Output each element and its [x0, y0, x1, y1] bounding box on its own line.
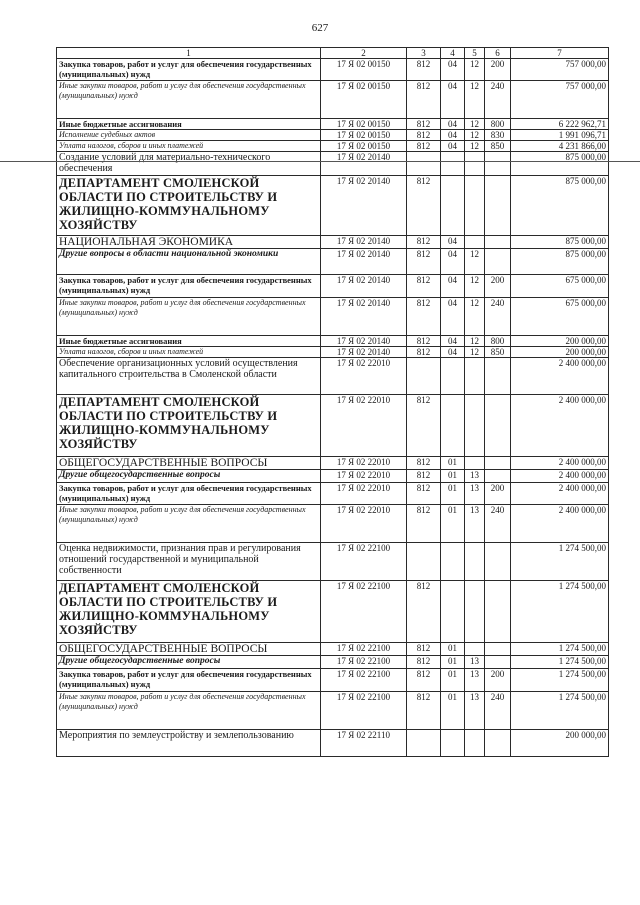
section-code-cell: 01: [441, 470, 465, 483]
ministry-code-cell: 812: [407, 236, 441, 249]
row-name-cell: ОБЩЕГОСУДАРСТВЕННЫЕ ВОПРОСЫ: [57, 643, 321, 656]
target-code-cell: 17 Я 02 22010: [321, 505, 407, 543]
target-code-cell: 17 Я 02 22100: [321, 581, 407, 643]
ministry-code-cell: 812: [407, 395, 441, 457]
ministry-code-cell: [407, 152, 441, 176]
ministry-code-cell: 812: [407, 581, 441, 643]
section-code-cell: 04: [441, 141, 465, 152]
table-row: [57, 730, 609, 757]
ministry-code-cell: 812: [407, 81, 441, 119]
expense-type-cell: [485, 152, 511, 176]
section-code-cell: 01: [441, 692, 465, 730]
row-name-cell: ДЕПАРТАМЕНТ СМОЛЕНСКОЙ ОБЛАСТИ ПО СТРОИТЕЛЬСТВУ И ЖИЛИЩНО-КОММУНАЛЬНОМУ ХОЗЯЙСТВУ: [57, 581, 321, 643]
expense-type-cell: 830: [485, 130, 511, 141]
amount-cell: 875 000,00: [511, 152, 609, 176]
target-code-cell: 17 Я 02 20140: [321, 347, 407, 358]
expense-type-cell: [485, 358, 511, 395]
row-name-cell: Закупка товаров, работ и услуг для обеспечения государственных (муниципальных) нужд: [57, 59, 321, 81]
row-name-cell: Иные закупки товаров, работ и услуг для обеспечения государственных (муниципальных) нужд: [57, 505, 321, 543]
table-row: [57, 141, 609, 152]
section-code-cell: [441, 395, 465, 457]
subsection-code-cell: [465, 176, 485, 236]
expense-type-cell: [485, 543, 511, 581]
column-header: 2: [321, 48, 407, 59]
ministry-code-cell: 812: [407, 141, 441, 152]
subsection-code-cell: [465, 581, 485, 643]
target-code-cell: 17 Я 02 20140: [321, 152, 407, 176]
table-row: [57, 505, 609, 543]
subsection-code-cell: 12: [465, 59, 485, 81]
table-row: [57, 358, 609, 395]
row-name-cell: Иные бюджетные ассигнования: [57, 119, 321, 130]
amount-cell: 2 400 000,00: [511, 358, 609, 395]
row-name-cell: Создание условий для материально-технического обеспечения: [57, 152, 321, 176]
amount-cell: 200 000,00: [511, 336, 609, 347]
expense-type-cell: 200: [485, 483, 511, 505]
expense-type-cell: [485, 236, 511, 249]
ministry-code-cell: 812: [407, 692, 441, 730]
expense-type-cell: [485, 470, 511, 483]
table-row: [57, 483, 609, 505]
target-code-cell: 17 Я 02 22100: [321, 643, 407, 656]
ministry-code-cell: 812: [407, 59, 441, 81]
expense-type-cell: 850: [485, 141, 511, 152]
stray-scan-line: [0, 161, 640, 162]
expense-type-cell: 240: [485, 81, 511, 119]
row-name-cell: Другие общегосударственные вопросы: [57, 656, 321, 669]
section-code-cell: 04: [441, 119, 465, 130]
ministry-code-cell: 812: [407, 249, 441, 275]
row-name-cell: Оценка недвижимости, признания прав и регулирования отношений государственной и муниципальной собственности: [57, 543, 321, 581]
expense-type-cell: [485, 395, 511, 457]
expense-type-cell: 200: [485, 59, 511, 81]
row-name-cell: ДЕПАРТАМЕНТ СМОЛЕНСКОЙ ОБЛАСТИ ПО СТРОИТЕЛЬСТВУ И ЖИЛИЩНО-КОММУНАЛЬНОМУ ХОЗЯЙСТВУ: [57, 395, 321, 457]
target-code-cell: 17 Я 02 20140: [321, 236, 407, 249]
ministry-code-cell: 812: [407, 298, 441, 336]
target-code-cell: 17 Я 02 22010: [321, 483, 407, 505]
table-row: [57, 249, 609, 275]
amount-cell: 757 000,00: [511, 81, 609, 119]
section-code-cell: [441, 176, 465, 236]
table-row: [57, 81, 609, 119]
section-code-cell: [441, 581, 465, 643]
row-name-cell: Уплата налогов, сборов и иных платежей: [57, 347, 321, 358]
amount-cell: 1 274 500,00: [511, 643, 609, 656]
table-row: [57, 692, 609, 730]
ministry-code-cell: [407, 543, 441, 581]
column-header: 3: [407, 48, 441, 59]
subsection-code-cell: 12: [465, 81, 485, 119]
target-code-cell: 17 Я 02 22010: [321, 358, 407, 395]
target-code-cell: 17 Я 02 22010: [321, 457, 407, 470]
section-code-cell: 04: [441, 130, 465, 141]
table-row: [57, 176, 609, 236]
expense-type-cell: [485, 457, 511, 470]
amount-cell: 1 274 500,00: [511, 669, 609, 692]
table-row: [57, 470, 609, 483]
row-name-cell: Иные закупки товаров, работ и услуг для обеспечения государственных (муниципальных) нужд: [57, 298, 321, 336]
amount-cell: 875 000,00: [511, 236, 609, 249]
row-name-cell: Другие общегосударственные вопросы: [57, 470, 321, 483]
table-row: [57, 656, 609, 669]
target-code-cell: 17 Я 02 20140: [321, 298, 407, 336]
subsection-code-cell: 12: [465, 298, 485, 336]
section-code-cell: 01: [441, 505, 465, 543]
ministry-code-cell: 812: [407, 176, 441, 236]
column-header: 6: [485, 48, 511, 59]
subsection-code-cell: [465, 152, 485, 176]
target-code-cell: 17 Я 02 20140: [321, 176, 407, 236]
subsection-code-cell: 12: [465, 249, 485, 275]
table-row: [57, 130, 609, 141]
expense-type-cell: [485, 176, 511, 236]
expense-type-cell: [485, 581, 511, 643]
table-row: [57, 457, 609, 470]
amount-cell: 675 000,00: [511, 298, 609, 336]
ministry-code-cell: 812: [407, 470, 441, 483]
section-code-cell: 04: [441, 59, 465, 81]
target-code-cell: 17 Я 02 00150: [321, 81, 407, 119]
expense-type-cell: 800: [485, 119, 511, 130]
ministry-code-cell: [407, 730, 441, 757]
page-number: 627: [311, 22, 329, 34]
section-code-cell: 01: [441, 643, 465, 656]
row-name-cell: Другие вопросы в области национальной экономики: [57, 249, 321, 275]
amount-cell: 2 400 000,00: [511, 395, 609, 457]
amount-cell: 875 000,00: [511, 176, 609, 236]
row-name-cell: Иные бюджетные ассигнования: [57, 336, 321, 347]
table-row: [57, 236, 609, 249]
column-number-row: [57, 48, 609, 59]
expense-type-cell: 240: [485, 505, 511, 543]
subsection-code-cell: 13: [465, 692, 485, 730]
amount-cell: 1 274 500,00: [511, 692, 609, 730]
target-code-cell: 17 Я 02 22110: [321, 730, 407, 757]
amount-cell: 1 274 500,00: [511, 543, 609, 581]
subsection-code-cell: 12: [465, 336, 485, 347]
subsection-code-cell: [465, 236, 485, 249]
section-code-cell: 01: [441, 483, 465, 505]
ministry-code-cell: 812: [407, 669, 441, 692]
target-code-cell: 17 Я 02 22010: [321, 395, 407, 457]
amount-cell: 757 000,00: [511, 59, 609, 81]
table-row: [57, 59, 609, 81]
amount-cell: 200 000,00: [511, 347, 609, 358]
target-code-cell: 17 Я 02 00150: [321, 141, 407, 152]
amount-cell: 1 991 096,71: [511, 130, 609, 141]
expense-type-cell: 850: [485, 347, 511, 358]
section-code-cell: 01: [441, 457, 465, 470]
row-name-cell: Закупка товаров, работ и услуг для обеспечения государственных (муниципальных) нужд: [57, 483, 321, 505]
ministry-code-cell: 812: [407, 643, 441, 656]
expense-type-cell: 200: [485, 669, 511, 692]
expense-type-cell: 240: [485, 692, 511, 730]
section-code-cell: [441, 730, 465, 757]
section-code-cell: [441, 358, 465, 395]
row-name-cell: Обеспечение организационных условий осуществления капитального строительства в Смоленской области: [57, 358, 321, 395]
ministry-code-cell: 812: [407, 336, 441, 347]
subsection-code-cell: 13: [465, 470, 485, 483]
subsection-code-cell: 13: [465, 656, 485, 669]
amount-cell: 875 000,00: [511, 249, 609, 275]
row-name-cell: Иные закупки товаров, работ и услуг для обеспечения государственных (муниципальных) нужд: [57, 81, 321, 119]
amount-cell: 2 400 000,00: [511, 505, 609, 543]
subsection-code-cell: 12: [465, 141, 485, 152]
subsection-code-cell: 12: [465, 119, 485, 130]
target-code-cell: 17 Я 02 20140: [321, 249, 407, 275]
section-code-cell: 04: [441, 298, 465, 336]
amount-cell: 200 000,00: [511, 730, 609, 757]
section-code-cell: 04: [441, 81, 465, 119]
subsection-code-cell: 12: [465, 347, 485, 358]
section-code-cell: 01: [441, 656, 465, 669]
table-row: [57, 543, 609, 581]
expense-type-cell: [485, 730, 511, 757]
column-header: 1: [57, 48, 321, 59]
section-code-cell: 04: [441, 236, 465, 249]
row-name-cell: Закупка товаров, работ и услуг для обеспечения государственных (муниципальных) нужд: [57, 275, 321, 298]
table-row: [57, 119, 609, 130]
section-code-cell: 04: [441, 336, 465, 347]
ministry-code-cell: 812: [407, 483, 441, 505]
ministry-code-cell: [407, 358, 441, 395]
ministry-code-cell: 812: [407, 656, 441, 669]
subsection-code-cell: 12: [465, 275, 485, 298]
budget-table: [56, 47, 609, 757]
table-row: [57, 152, 609, 176]
amount-cell: 6 222 962,71: [511, 119, 609, 130]
row-name-cell: ОБЩЕГОСУДАРСТВЕННЫЕ ВОПРОСЫ: [57, 457, 321, 470]
target-code-cell: 17 Я 02 20140: [321, 275, 407, 298]
row-name-cell: Уплата налогов, сборов и иных платежей: [57, 141, 321, 152]
amount-cell: 4 231 866,00: [511, 141, 609, 152]
subsection-code-cell: [465, 730, 485, 757]
row-name-cell: НАЦИОНАЛЬНАЯ ЭКОНОМИКА: [57, 236, 321, 249]
row-name-cell: Мероприятия по землеустройству и землепользованию: [57, 730, 321, 757]
expense-type-cell: 200: [485, 275, 511, 298]
amount-cell: 1 274 500,00: [511, 581, 609, 643]
ministry-code-cell: 812: [407, 347, 441, 358]
row-name-cell: Иные закупки товаров, работ и услуг для обеспечения государственных (муниципальных) нужд: [57, 692, 321, 730]
subsection-code-cell: [465, 395, 485, 457]
target-code-cell: 17 Я 02 22100: [321, 656, 407, 669]
table-header: [57, 48, 609, 59]
expense-type-cell: 800: [485, 336, 511, 347]
subsection-code-cell: 13: [465, 669, 485, 692]
target-code-cell: 17 Я 02 20140: [321, 336, 407, 347]
target-code-cell: 17 Я 02 00150: [321, 59, 407, 81]
target-code-cell: 17 Я 02 22100: [321, 543, 407, 581]
table-row: [57, 298, 609, 336]
table-row: [57, 347, 609, 358]
table-row: [57, 669, 609, 692]
ministry-code-cell: 812: [407, 457, 441, 470]
target-code-cell: 17 Я 02 00150: [321, 130, 407, 141]
row-name-cell: ДЕПАРТАМЕНТ СМОЛЕНСКОЙ ОБЛАСТИ ПО СТРОИТЕЛЬСТВУ И ЖИЛИЩНО-КОММУНАЛЬНОМУ ХОЗЯЙСТВУ: [57, 176, 321, 236]
column-header: 5: [465, 48, 485, 59]
amount-cell: 2 400 000,00: [511, 483, 609, 505]
target-code-cell: 17 Я 02 22100: [321, 692, 407, 730]
target-code-cell: 17 Я 02 22010: [321, 470, 407, 483]
amount-cell: 2 400 000,00: [511, 470, 609, 483]
section-code-cell: 04: [441, 347, 465, 358]
target-code-cell: 17 Я 02 22100: [321, 669, 407, 692]
row-name-cell: Закупка товаров, работ и услуг для обеспечения государственных (муниципальных) нужд: [57, 669, 321, 692]
section-code-cell: 04: [441, 275, 465, 298]
section-code-cell: 01: [441, 669, 465, 692]
ministry-code-cell: 812: [407, 130, 441, 141]
amount-cell: 675 000,00: [511, 275, 609, 298]
subsection-code-cell: [465, 643, 485, 656]
expense-type-cell: 240: [485, 298, 511, 336]
table-row: [57, 581, 609, 643]
expense-type-cell: [485, 249, 511, 275]
target-code-cell: 17 Я 02 00150: [321, 119, 407, 130]
subsection-code-cell: 13: [465, 483, 485, 505]
amount-cell: 2 400 000,00: [511, 457, 609, 470]
amount-cell: 1 274 500,00: [511, 656, 609, 669]
table-row: [57, 336, 609, 347]
subsection-code-cell: 13: [465, 505, 485, 543]
column-header: 4: [441, 48, 465, 59]
section-code-cell: [441, 543, 465, 581]
expense-type-cell: [485, 643, 511, 656]
expense-type-cell: [485, 656, 511, 669]
ministry-code-cell: 812: [407, 275, 441, 298]
table-row: [57, 395, 609, 457]
ministry-code-cell: 812: [407, 119, 441, 130]
section-code-cell: [441, 152, 465, 176]
subsection-code-cell: 12: [465, 130, 485, 141]
table-row: [57, 275, 609, 298]
subsection-code-cell: [465, 543, 485, 581]
subsection-code-cell: [465, 457, 485, 470]
row-name-cell: Исполнение судебных актов: [57, 130, 321, 141]
column-header: 7: [511, 48, 609, 59]
table-body: [57, 59, 609, 757]
ministry-code-cell: 812: [407, 505, 441, 543]
table-row: [57, 643, 609, 656]
section-code-cell: 04: [441, 249, 465, 275]
subsection-code-cell: [465, 358, 485, 395]
